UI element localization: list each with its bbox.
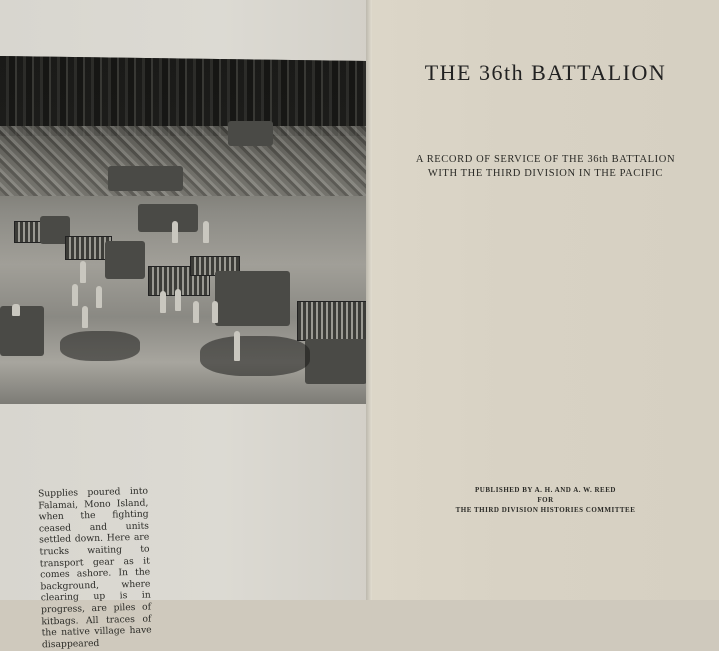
photo-truck-wheels (305, 339, 367, 384)
photo-soldier (175, 289, 181, 311)
photo-jungle-background (0, 56, 367, 136)
book-title: THE 36th BATTALION (424, 60, 667, 85)
photo-soldier (82, 306, 88, 328)
book-subtitle (372, 153, 719, 181)
photo-truck-background (138, 204, 198, 232)
photo-truck (297, 301, 367, 341)
photo-soldier (234, 331, 240, 361)
photo-soldier (212, 301, 218, 323)
photograph-trucks-falamai (0, 56, 367, 404)
publisher-line-2: FOR (537, 496, 554, 504)
photo-truck-cab (105, 241, 145, 279)
publisher-imprint (372, 485, 719, 515)
photo-soldier (12, 304, 20, 316)
photo-landing-craft (0, 306, 44, 356)
subtitle-line-1: A RECORD OF SERVICE OF THE 36th BATTALION (415, 154, 676, 165)
photo-caption: Supplies poured into Falamai, Mono Island, when the fighting ceased and units settled down. Here are trucks waiting to transport gear as it comes ashore. In the background, where clearing up is in progress, are piles of kitbags. All traces of the native village have disappeared (37, 485, 152, 651)
photo-truck-background (228, 121, 273, 146)
photo-truck-cab (215, 271, 290, 326)
photo-soldier (172, 221, 178, 243)
photo-truck-background (108, 166, 183, 191)
photo-shadow (200, 336, 310, 376)
photo-soldier (203, 221, 209, 243)
publisher-line-1: PUBLISHED BY A. H. AND A. W. REED (475, 486, 616, 494)
photo-shadow (60, 331, 140, 361)
photo-soldier (72, 284, 78, 306)
photo-soldier (96, 286, 102, 308)
photo-soldier (80, 261, 86, 283)
subtitle-line-2: WITH THE THIRD DIVISION IN THE PACIFIC (427, 168, 664, 179)
photo-debris-piles (0, 126, 367, 196)
photo-soldier (193, 301, 199, 323)
publisher-line-3: THE THIRD DIVISION HISTORIES COMMITTEE (455, 506, 636, 514)
photo-soldier (160, 291, 166, 313)
